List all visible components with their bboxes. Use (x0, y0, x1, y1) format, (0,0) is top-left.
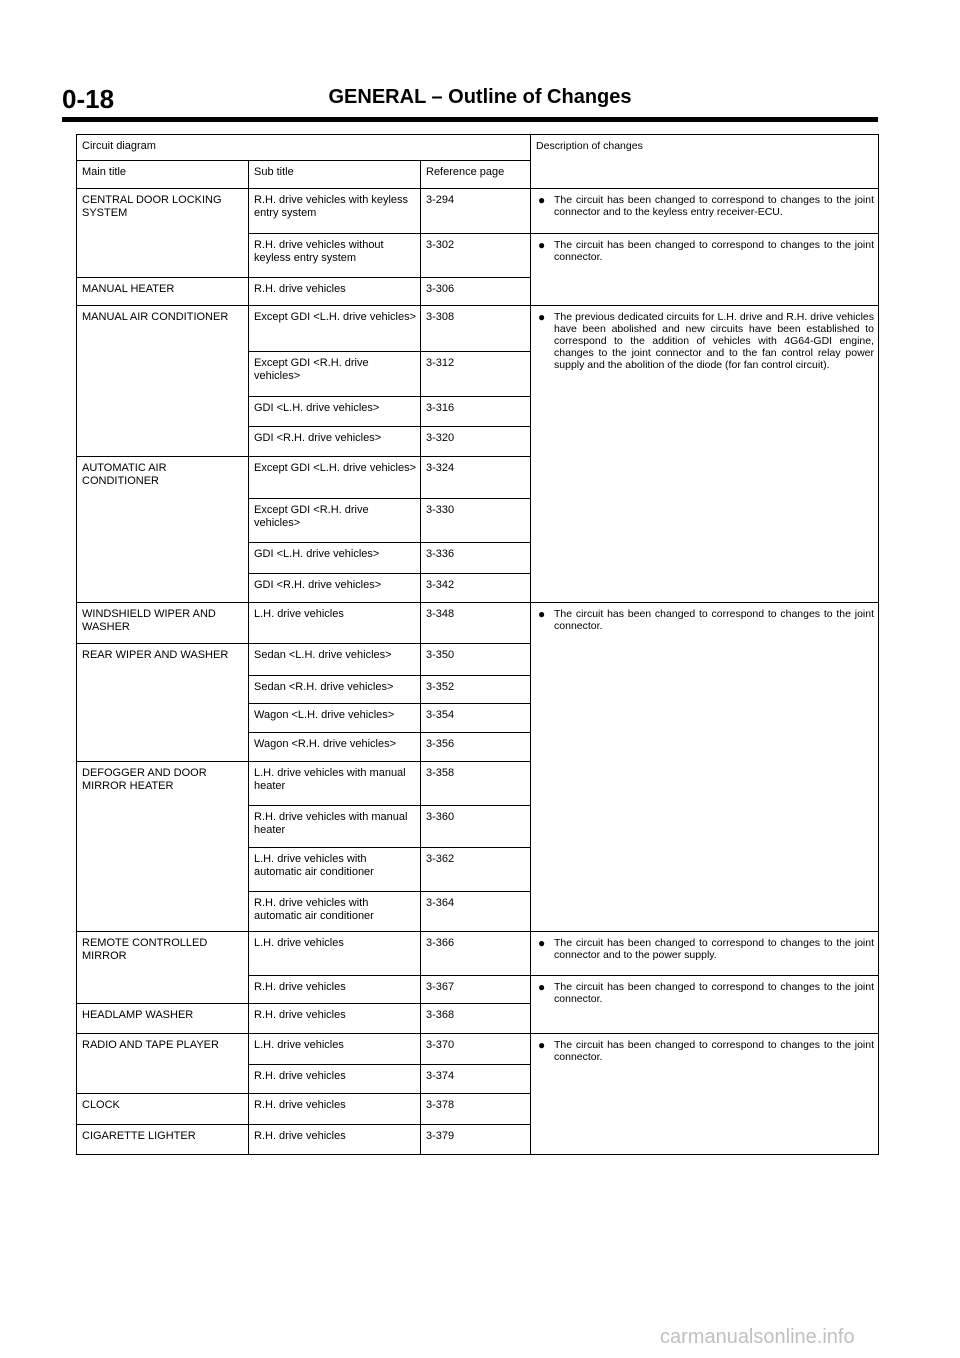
description-cell (531, 1034, 879, 1155)
sub-title-cell: GDI <L.H. drive vehicles> (249, 397, 421, 427)
sub-title-cell: R.H. drive vehicles with automatic air conditioner (249, 892, 421, 932)
table-row (77, 603, 879, 644)
main-title-cell: DEFOGGER AND DOOR MIRROR HEATER (77, 762, 249, 932)
page-title: GENERAL – Outline of Changes (328, 86, 632, 108)
main-title-cell: MANUAL HEATER (77, 278, 249, 306)
reference-page-cell: 3-356 (421, 733, 531, 762)
sub-title-cell: Sedan <R.H. drive vehicles> (249, 676, 421, 704)
table-row (77, 932, 879, 976)
reference-page-cell: 3-316 (421, 397, 531, 427)
description-cell (531, 306, 879, 603)
table-row (77, 189, 879, 234)
reference-page-cell: 3-294 (421, 189, 531, 234)
description-cell (531, 932, 879, 976)
bullet-icon: ● (538, 310, 546, 324)
description-text: The circuit has been changed to correspond to changes to the joint connector. (554, 981, 875, 1006)
description-cell (531, 189, 879, 234)
title-rule (62, 117, 878, 122)
description-cell (531, 976, 879, 1034)
sub-title-cell: Except GDI <L.H. drive vehicles> (249, 457, 421, 499)
description-text: The circuit has been changed to correspond to changes to the joint connector. (554, 239, 875, 264)
description-text: The circuit has been changed to correspond to changes to the joint connector and to the power supply. (554, 937, 875, 962)
reference-page-cell: 3-366 (421, 932, 531, 976)
reference-page-cell: 3-374 (421, 1065, 531, 1094)
description-cell (531, 234, 879, 306)
reference-page-cell: 3-370 (421, 1034, 531, 1065)
header-main-title: Main title (77, 161, 249, 189)
sub-title-cell: Wagon <R.H. drive vehicles> (249, 733, 421, 762)
reference-page-cell: 3-308 (421, 306, 531, 352)
description-text: The circuit has been changed to correspond to changes to the joint connector. (554, 1039, 875, 1064)
sub-title-cell: R.H. drive vehicles (249, 1004, 421, 1034)
header-circuit-diagram: Circuit diagram (77, 135, 531, 161)
sub-title-cell: GDI <R.H. drive vehicles> (249, 574, 421, 603)
sub-title-cell: R.H. drive vehicles (249, 1094, 421, 1125)
sub-title-cell: R.H. drive vehicles with keyless entry system (249, 189, 421, 234)
reference-page-cell: 3-354 (421, 704, 531, 733)
main-title-cell: HEADLAMP WASHER (77, 1004, 249, 1034)
reference-page-cell: 3-330 (421, 499, 531, 543)
table-header-row (77, 135, 879, 161)
table-row (77, 1034, 879, 1065)
reference-page-cell: 3-342 (421, 574, 531, 603)
sub-title-cell: Except GDI <R.H. drive vehicles> (249, 352, 421, 397)
sub-title-cell: Sedan <L.H. drive vehicles> (249, 644, 421, 676)
header-reference-page: Reference page (421, 161, 531, 189)
sub-title-cell: R.H. drive vehicles (249, 1125, 421, 1155)
sub-title-cell: R.H. drive vehicles (249, 1065, 421, 1094)
reference-page-cell: 3-350 (421, 644, 531, 676)
sub-title-cell: L.H. drive vehicles (249, 932, 421, 976)
sub-title-cell: L.H. drive vehicles (249, 603, 421, 644)
main-title-cell: CIGARETTE LIGHTER (77, 1125, 249, 1155)
reference-page-cell: 3-352 (421, 676, 531, 704)
reference-page-cell: 3-336 (421, 543, 531, 574)
description-cell (531, 603, 879, 932)
main-title-cell: MANUAL AIR CONDITIONER (77, 306, 249, 457)
reference-page-cell: 3-348 (421, 603, 531, 644)
sub-title-cell: GDI <L.H. drive vehicles> (249, 543, 421, 574)
watermark: carmanualsonline.info (660, 1326, 855, 1348)
sub-title-cell: Except GDI <L.H. drive vehicles> (249, 306, 421, 352)
main-title-cell: AUTOMATIC AIR CONDITIONER (77, 457, 249, 603)
sub-title-cell: R.H. drive vehicles without keyless entry system (249, 234, 421, 278)
main-title-cell: REAR WIPER AND WASHER (77, 644, 249, 762)
table-row (77, 306, 879, 352)
main-title-cell: CENTRAL DOOR LOCKING SYSTEM (77, 189, 249, 278)
bullet-icon: ● (538, 1038, 546, 1052)
reference-page-cell: 3-358 (421, 762, 531, 806)
sub-title-cell: GDI <R.H. drive vehicles> (249, 427, 421, 457)
sub-title-cell: Wagon <L.H. drive vehicles> (249, 704, 421, 733)
main-title-cell: REMOTE CONTROLLED MIRROR (77, 932, 249, 1004)
reference-page-cell: 3-368 (421, 1004, 531, 1034)
sub-title-cell: R.H. drive vehicles with manual heater (249, 806, 421, 848)
main-title-cell: RADIO AND TAPE PLAYER (77, 1034, 249, 1094)
sub-title-cell: L.H. drive vehicles (249, 1034, 421, 1065)
description-text: The circuit has been changed to correspond to changes to the joint connector and to the keyless entry receiver-ECU. (554, 194, 875, 219)
reference-page-cell: 3-367 (421, 976, 531, 1004)
bullet-icon: ● (538, 607, 546, 621)
reference-page-cell: 3-324 (421, 457, 531, 499)
reference-page-cell: 3-320 (421, 427, 531, 457)
description-text: The circuit has been changed to correspond to changes to the joint connector. (554, 608, 875, 633)
page-number: 0-18 (62, 84, 115, 114)
header-description: Description of changes (531, 135, 879, 189)
bullet-icon: ● (538, 193, 546, 207)
sub-title-cell: R.H. drive vehicles (249, 976, 421, 1004)
header-sub-title: Sub title (249, 161, 421, 189)
reference-page-cell: 3-378 (421, 1094, 531, 1125)
sub-title-cell: L.H. drive vehicles with automatic air conditioner (249, 848, 421, 892)
sub-title-cell: Except GDI <R.H. drive vehicles> (249, 499, 421, 543)
outline-of-changes-table (76, 134, 879, 1155)
reference-page-cell: 3-362 (421, 848, 531, 892)
main-title-cell: WINDSHIELD WIPER AND WASHER (77, 603, 249, 644)
description-text: The previous dedicated circuits for L.H. drive and R.H. drive vehicles have been abolished and new circuits have been established to correspond to the addition of vehicles with 4G64-GDI engine, changes to the joint connector and to the fan control relay power supply and the abolition of the diode (for fan control circuit). (554, 311, 875, 372)
reference-page-cell: 3-379 (421, 1125, 531, 1155)
sub-title-cell: R.H. drive vehicles (249, 278, 421, 306)
main-title-cell: CLOCK (77, 1094, 249, 1125)
bullet-icon: ● (538, 980, 546, 994)
bullet-icon: ● (538, 238, 546, 252)
reference-page-cell: 3-306 (421, 278, 531, 306)
reference-page-cell: 3-302 (421, 234, 531, 278)
reference-page-cell: 3-312 (421, 352, 531, 397)
sub-title-cell: L.H. drive vehicles with manual heater (249, 762, 421, 806)
bullet-icon: ● (538, 936, 546, 950)
reference-page-cell: 3-360 (421, 806, 531, 848)
reference-page-cell: 3-364 (421, 892, 531, 932)
